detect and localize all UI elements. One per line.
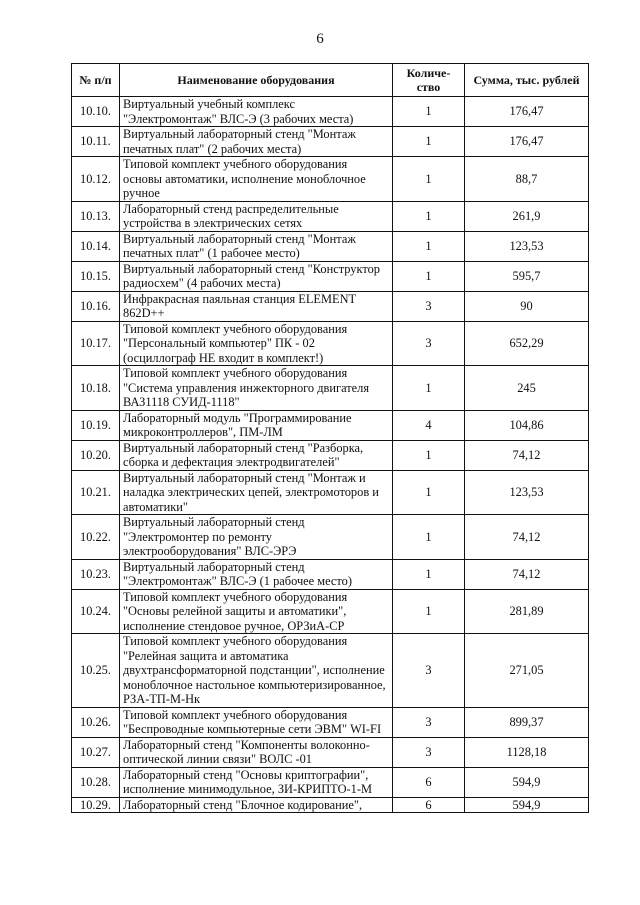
table-row <box>72 231 589 261</box>
cell-qty: 1 <box>393 157 465 202</box>
cell-sum: 271,05 <box>465 634 589 708</box>
cell-name: Виртуальный лабораторный стенд "Разборка, сборка и дефектация электродвигателей" <box>120 440 393 470</box>
cell-qty: 1 <box>393 261 465 291</box>
table-row <box>72 201 589 231</box>
cell-sum: 594,9 <box>465 767 589 797</box>
cell-qty: 1 <box>393 440 465 470</box>
cell-num: 10.29. <box>72 797 120 813</box>
cell-name: Виртуальный лабораторный стенд "Конструктор радиосхем" (4 рабочих места) <box>120 261 393 291</box>
table-row <box>72 97 589 127</box>
cell-num: 10.11. <box>72 127 120 157</box>
cell-qty: 3 <box>393 291 465 321</box>
cell-name: Виртуальный лабораторный стенд "Электромонтаж" ВЛС-Э (1 рабочее место) <box>120 559 393 589</box>
cell-num: 10.19. <box>72 410 120 440</box>
table-row <box>72 157 589 202</box>
header-qty: Количе-ство <box>393 64 465 97</box>
cell-qty: 1 <box>393 97 465 127</box>
cell-num: 10.23. <box>72 559 120 589</box>
cell-name: Типовой комплект учебного оборудования "Персональный компьютер" ПК - 02 (осциллограф НЕ входит в комплект!) <box>120 321 393 366</box>
table-row <box>72 261 589 291</box>
cell-qty: 3 <box>393 707 465 737</box>
cell-name: Типовой комплект учебного оборудования "Основы релейной защиты и автоматики", исполнение стендовое ручное, ОРЗиА-СР <box>120 589 393 634</box>
cell-num: 10.13. <box>72 201 120 231</box>
header-sum: Сумма, тыс. рублей <box>465 64 589 97</box>
cell-num: 10.26. <box>72 707 120 737</box>
cell-sum: 1128,18 <box>465 737 589 767</box>
cell-sum: 594,9 <box>465 797 589 813</box>
cell-num: 10.15. <box>72 261 120 291</box>
cell-name: Лабораторный стенд "Компоненты волоконно-оптической линии связи" ВОЛС -01 <box>120 737 393 767</box>
cell-sum: 899,37 <box>465 707 589 737</box>
cell-sum: 74,12 <box>465 515 589 560</box>
cell-qty: 6 <box>393 767 465 797</box>
cell-qty: 4 <box>393 410 465 440</box>
cell-name: Типовой комплект учебного оборудования "Релейная защита и автоматика двухтрансформаторной подстанции", исполнение моноблочное настольное компьютеризированное, РЗА-ТП-М-Нк <box>120 634 393 708</box>
table-row <box>72 559 589 589</box>
table-row <box>72 127 589 157</box>
cell-name: Типовой комплект учебного оборудования основы автоматики, исполнение моноблочное ручное <box>120 157 393 202</box>
table-row <box>72 470 589 515</box>
cell-qty: 1 <box>393 127 465 157</box>
cell-sum: 90 <box>465 291 589 321</box>
cell-qty: 3 <box>393 321 465 366</box>
cell-qty: 1 <box>393 515 465 560</box>
cell-name: Виртуальный учебный комплекс "Электромонтаж" ВЛС-Э (3 рабочих места) <box>120 97 393 127</box>
cell-name: Лабораторный стенд распределительные устройства в электрических сетях <box>120 201 393 231</box>
table-row <box>72 767 589 797</box>
table-row <box>72 589 589 634</box>
cell-sum: 281,89 <box>465 589 589 634</box>
table-row <box>72 707 589 737</box>
cell-name: Виртуальный лабораторный стенд "Монтаж и наладка электрических цепей, электромоторов и автоматики" <box>120 470 393 515</box>
cell-num: 10.17. <box>72 321 120 366</box>
table-row <box>72 291 589 321</box>
cell-num: 10.21. <box>72 470 120 515</box>
equipment-table <box>71 63 589 813</box>
cell-num: 10.14. <box>72 231 120 261</box>
cell-num: 10.28. <box>72 767 120 797</box>
cell-name: Типовой комплект учебного оборудования "Беспроводные компьютерные сети ЭВМ" WI-FI <box>120 707 393 737</box>
header-num: № п/п <box>72 64 120 97</box>
cell-name: Виртуальный лабораторный стенд "Монтаж печатных плат" (1 рабочее место) <box>120 231 393 261</box>
cell-qty: 3 <box>393 737 465 767</box>
cell-name: Инфракрасная паяльная станция ELEMENT 862D++ <box>120 291 393 321</box>
cell-num: 10.25. <box>72 634 120 708</box>
page-number: 6 <box>316 31 324 47</box>
cell-num: 10.22. <box>72 515 120 560</box>
cell-sum: 88,7 <box>465 157 589 202</box>
cell-sum: 245 <box>465 366 589 411</box>
cell-sum: 123,53 <box>465 470 589 515</box>
cell-num: 10.10. <box>72 97 120 127</box>
cell-name: Лабораторный модуль "Программирование микроконтроллеров", ПМ-ЛМ <box>120 410 393 440</box>
cell-sum: 74,12 <box>465 559 589 589</box>
cell-name: Лабораторный стенд "Основы криптографии", исполнение минимодульное, ЗИ-КРИПТО-1-М <box>120 767 393 797</box>
table-row <box>72 797 589 813</box>
cell-num: 10.20. <box>72 440 120 470</box>
cell-sum: 123,53 <box>465 231 589 261</box>
cell-qty: 1 <box>393 559 465 589</box>
cell-qty: 6 <box>393 797 465 813</box>
cell-sum: 176,47 <box>465 97 589 127</box>
cell-name: Виртуальный лабораторный стенд "Электромонтер по ремонту электрооборудования" ВЛС-ЭРЭ <box>120 515 393 560</box>
cell-sum: 652,29 <box>465 321 589 366</box>
table-row <box>72 366 589 411</box>
cell-num: 10.18. <box>72 366 120 411</box>
cell-sum: 104,86 <box>465 410 589 440</box>
cell-sum: 261,9 <box>465 201 589 231</box>
table-header-row <box>72 64 589 97</box>
cell-qty: 3 <box>393 634 465 708</box>
table-row <box>72 515 589 560</box>
table-row <box>72 440 589 470</box>
cell-qty: 1 <box>393 231 465 261</box>
cell-name: Лабораторный стенд "Блочное кодирование", <box>120 797 393 813</box>
cell-name: Типовой комплект учебного оборудования "Система управления инжекторного двигателя ВАЗ1118 СУИД-1118" <box>120 366 393 411</box>
cell-num: 10.12. <box>72 157 120 202</box>
header-name: Наименование оборудования <box>120 64 393 97</box>
cell-qty: 1 <box>393 201 465 231</box>
table-row <box>72 634 589 708</box>
cell-sum: 74,12 <box>465 440 589 470</box>
cell-sum: 176,47 <box>465 127 589 157</box>
table-row <box>72 321 589 366</box>
cell-num: 10.24. <box>72 589 120 634</box>
cell-num: 10.16. <box>72 291 120 321</box>
cell-qty: 1 <box>393 470 465 515</box>
cell-qty: 1 <box>393 366 465 411</box>
cell-qty: 1 <box>393 589 465 634</box>
table-row <box>72 410 589 440</box>
cell-name: Виртуальный лабораторный стенд "Монтаж печатных плат" (2 рабочих места) <box>120 127 393 157</box>
table-row <box>72 737 589 767</box>
cell-num: 10.27. <box>72 737 120 767</box>
cell-sum: 595,7 <box>465 261 589 291</box>
